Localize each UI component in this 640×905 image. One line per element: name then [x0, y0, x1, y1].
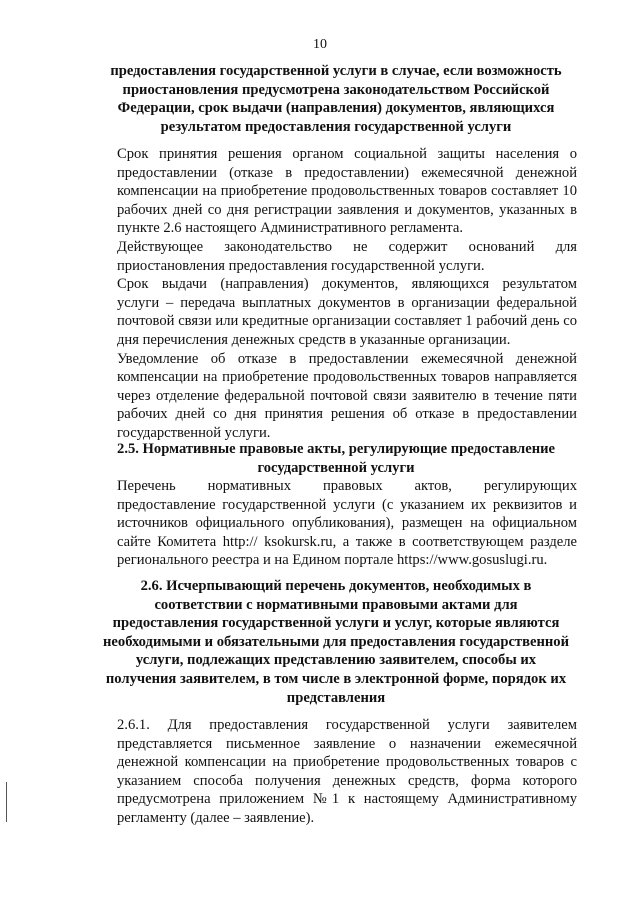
heading-2-6	[96, 577, 576, 707]
heading-line: представления	[286, 689, 386, 706]
heading-line: приостановления предусмотрена законодательством Российской	[122, 81, 550, 98]
text-line: регламенту (далее – заявление).	[117, 809, 315, 826]
text-line: Действующее законодательство не содержит оснований для	[117, 238, 577, 255]
heading-line: Федерации, срок выдачи (направления) документов, являющихся	[117, 100, 555, 117]
text-line: государственной услуги.	[117, 424, 271, 441]
text-line: Срок принятия решения органом социальной защиты населения о	[117, 146, 577, 162]
text-line: предоставлении (отказе в предоставлении) ежемесячной денежной	[117, 164, 577, 181]
text-line: дня перечисления денежных средств в указанные организации.	[117, 331, 511, 348]
text-line: компенсации на приобретение продовольственных товаров направляется	[117, 369, 577, 386]
text-line: денежной компенсации на приобретение продовольственных товаров с	[117, 754, 577, 771]
heading-line: предоставления государственной услуги в случае, если возможность	[110, 63, 562, 79]
section-2-5-body	[117, 477, 577, 570]
paragraph	[117, 350, 577, 443]
heading-2-5	[106, 440, 566, 477]
text-line: почтовой связи или кредитные организации составляет 1 рабочий день со	[117, 313, 577, 330]
text-line: компенсации на приобретение продовольственных товаров составляет 10	[117, 183, 577, 200]
paragraph	[117, 477, 577, 570]
paragraph	[117, 238, 577, 275]
text-line: рабочих дней со дня регистрации заявления и документов, указанных в	[117, 201, 577, 218]
section-deadlines-body	[117, 145, 577, 443]
heading-line: 2.6. Исчерпывающий перечень документов, необходимых в	[140, 578, 532, 594]
text-line: пункте 2.6 настоящего Административного регламента.	[117, 220, 463, 237]
heading-line: необходимыми и обязательными для предоставления государственной	[103, 633, 569, 650]
text-line: Перечень нормативных правовых актов, регулирующих	[117, 478, 577, 494]
heading-line: соответствии с нормативными правовыми актами для	[154, 596, 518, 613]
text-line: через отделение федеральной почтовой связи заявителю в течение пяти	[117, 387, 577, 404]
text-line: представляется письменное заявление о назначении ежемесячной	[117, 735, 577, 752]
heading-result-deadline	[96, 62, 576, 136]
heading-line: получения заявителем, в том числе в электронной форме, порядок их	[105, 670, 567, 687]
text-line: услуги – передача выплатных документов в организации федеральной	[117, 294, 577, 311]
heading-line: 2.5. Нормативные правовые акты, регулирующие предоставление	[117, 441, 555, 457]
scan-margin-mark	[6, 782, 7, 822]
heading-line: результатом предоставления государственной услуги	[160, 118, 512, 135]
text-line: сайте Комитета http:// ksokursk.ru, а также в соответствующем разделе	[117, 533, 577, 550]
heading-line: государственной услуги	[257, 459, 415, 476]
heading-line: предоставления государственной услуги и услуг, которые являются	[112, 615, 560, 632]
text-line: Уведомление об отказе в предоставлении ежемесячной денежной	[117, 350, 577, 367]
section-2-6-body	[117, 716, 577, 828]
paragraph	[117, 716, 577, 828]
paragraph	[117, 275, 577, 349]
text-line: Срок выдачи (направления) документов, являющихся результатом	[117, 276, 577, 293]
text-line: предоставление государственной услуги (с указанием их реквизитов и	[117, 496, 577, 513]
text-line: указанием способа получения денежных средств, форма которого	[117, 772, 577, 789]
text-line: 2.6.1. Для предоставления государственной услуги заявителем	[117, 717, 577, 733]
text-line: приостановления предоставления государственной услуги.	[117, 257, 485, 274]
paragraph	[117, 145, 577, 238]
text-line: источников официального опубликования), размещен на официальном	[117, 515, 577, 532]
heading-line: услуги, подлежащих представлению заявителем, способы их	[135, 652, 537, 669]
text-line: рабочих дней со дня принятия решения об отказе в предоставлении	[117, 406, 577, 423]
text-line: предусмотрена приложением №1 к настоящему Административному	[117, 791, 577, 808]
text-line: регионального реестра и на Едином портале https://www.gosuslugi.ru.	[117, 552, 548, 569]
page-number: 10	[313, 37, 327, 52]
